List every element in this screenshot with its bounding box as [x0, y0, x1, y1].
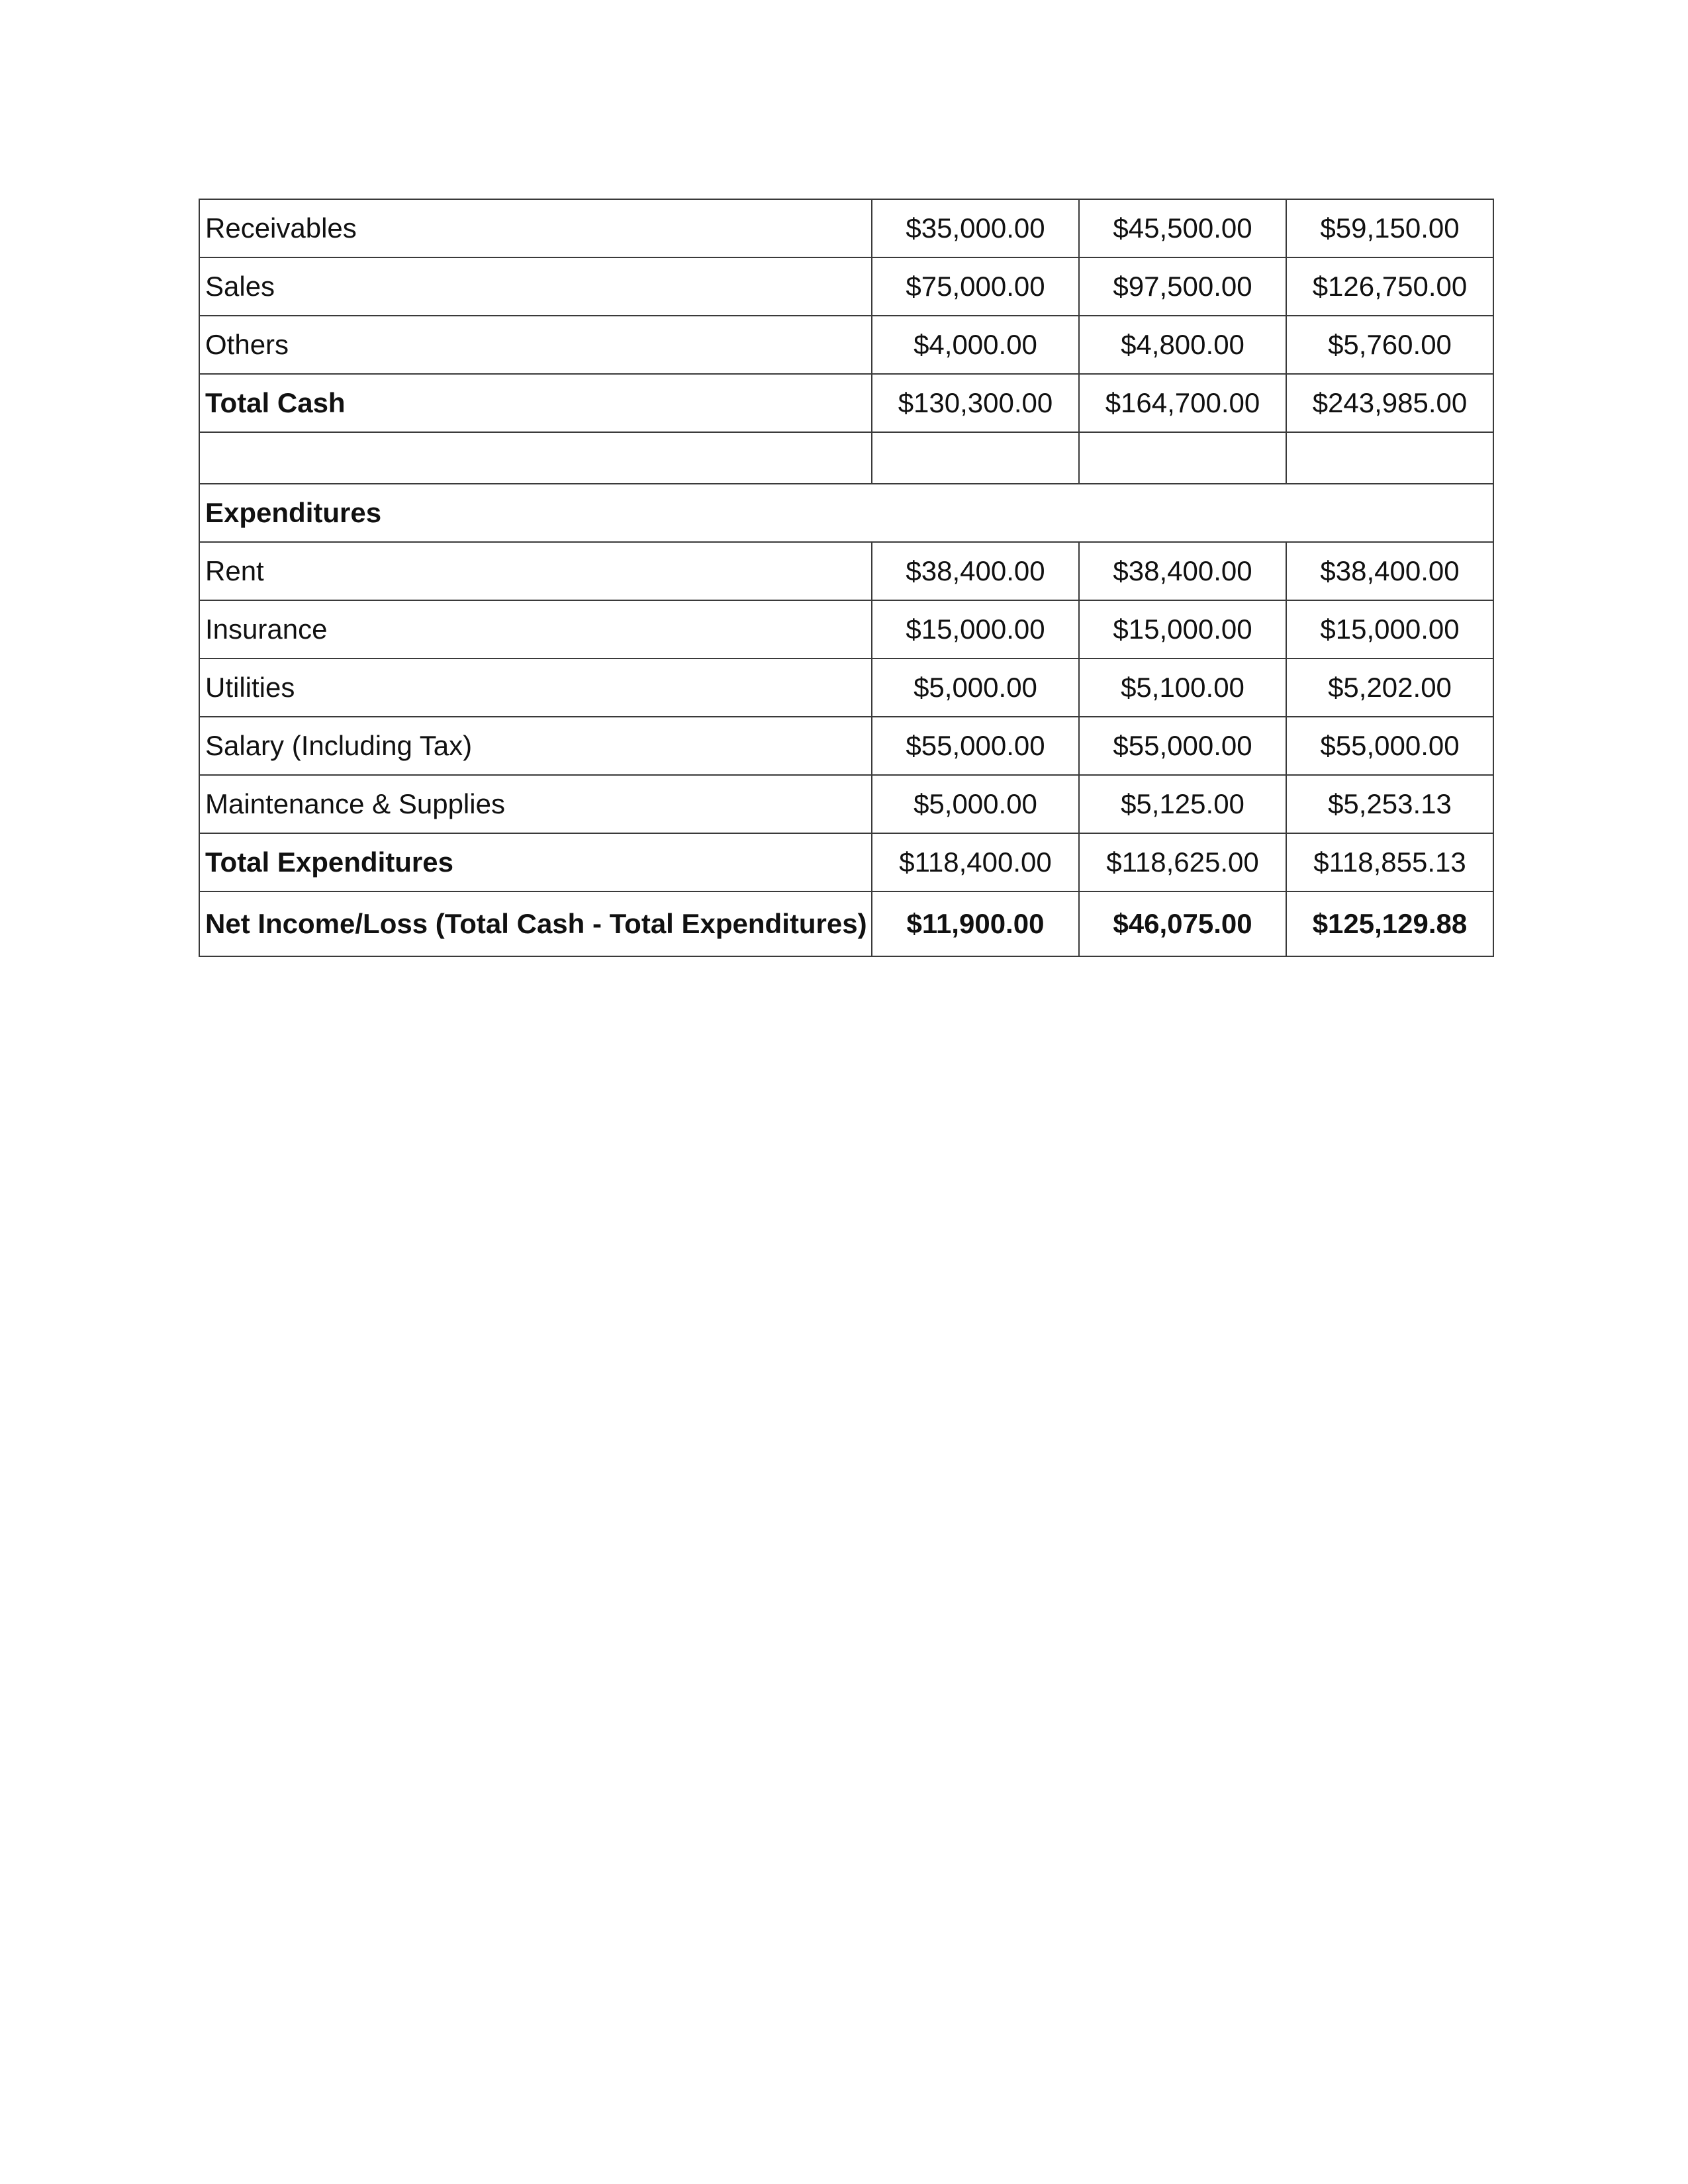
row-label: Net Income/Loss (Total Cash - Total Expenditures): [199, 891, 872, 956]
value-cell: $5,253.13: [1286, 775, 1493, 833]
table-row-insurance: [199, 600, 1493, 659]
value-cell: $55,000.00: [1286, 717, 1493, 775]
value-cell: $11,900.00: [872, 891, 1079, 956]
value-cell: $130,300.00: [872, 374, 1079, 432]
row-label: Rent: [199, 542, 872, 600]
table-row-utilities: [199, 659, 1493, 717]
table-row-total-expenditures: [199, 833, 1493, 891]
empty-cell: [872, 432, 1079, 484]
cash-flow-table: [199, 199, 1494, 957]
table-row-total-cash: [199, 374, 1493, 432]
table-row-expenditures-header: [199, 484, 1493, 542]
table-row-receivables: [199, 199, 1493, 257]
row-label: Insurance: [199, 600, 872, 659]
value-cell: $38,400.00: [1286, 542, 1493, 600]
row-label: Total Cash: [199, 374, 872, 432]
value-cell: $46,075.00: [1079, 891, 1286, 956]
empty-cell: [1286, 432, 1493, 484]
value-cell: $126,750.00: [1286, 257, 1493, 316]
value-cell: $5,000.00: [872, 659, 1079, 717]
value-cell: $118,400.00: [872, 833, 1079, 891]
table-row-maintenance: [199, 775, 1493, 833]
section-heading: Expenditures: [199, 484, 1493, 542]
row-label: Sales: [199, 257, 872, 316]
table-row-salary: [199, 717, 1493, 775]
table-row-others: [199, 316, 1493, 374]
value-cell: $38,400.00: [1079, 542, 1286, 600]
value-cell: $15,000.00: [1079, 600, 1286, 659]
value-cell: $5,202.00: [1286, 659, 1493, 717]
value-cell: $38,400.00: [872, 542, 1079, 600]
value-cell: $243,985.00: [1286, 374, 1493, 432]
value-cell: $5,000.00: [872, 775, 1079, 833]
row-label: Maintenance & Supplies: [199, 775, 872, 833]
table-row-rent: [199, 542, 1493, 600]
row-label: Receivables: [199, 199, 872, 257]
row-label: Others: [199, 316, 872, 374]
value-cell: $118,625.00: [1079, 833, 1286, 891]
empty-cell: [1079, 432, 1286, 484]
value-cell: $5,100.00: [1079, 659, 1286, 717]
empty-cell: [199, 432, 872, 484]
value-cell: $15,000.00: [872, 600, 1079, 659]
value-cell: $97,500.00: [1079, 257, 1286, 316]
row-label: Salary (Including Tax): [199, 717, 872, 775]
table-row-sales: [199, 257, 1493, 316]
value-cell: $125,129.88: [1286, 891, 1493, 956]
value-cell: $118,855.13: [1286, 833, 1493, 891]
value-cell: $75,000.00: [872, 257, 1079, 316]
row-label: Total Expenditures: [199, 833, 872, 891]
row-label: Utilities: [199, 659, 872, 717]
value-cell: $35,000.00: [872, 199, 1079, 257]
value-cell: $45,500.00: [1079, 199, 1286, 257]
value-cell: $5,125.00: [1079, 775, 1286, 833]
value-cell: $164,700.00: [1079, 374, 1286, 432]
value-cell: $5,760.00: [1286, 316, 1493, 374]
value-cell: $55,000.00: [1079, 717, 1286, 775]
value-cell: $4,800.00: [1079, 316, 1286, 374]
value-cell: $4,000.00: [872, 316, 1079, 374]
value-cell: $55,000.00: [872, 717, 1079, 775]
table-row-net-income: [199, 891, 1493, 956]
value-cell: $59,150.00: [1286, 199, 1493, 257]
table-row-blank: [199, 432, 1493, 484]
value-cell: $15,000.00: [1286, 600, 1493, 659]
